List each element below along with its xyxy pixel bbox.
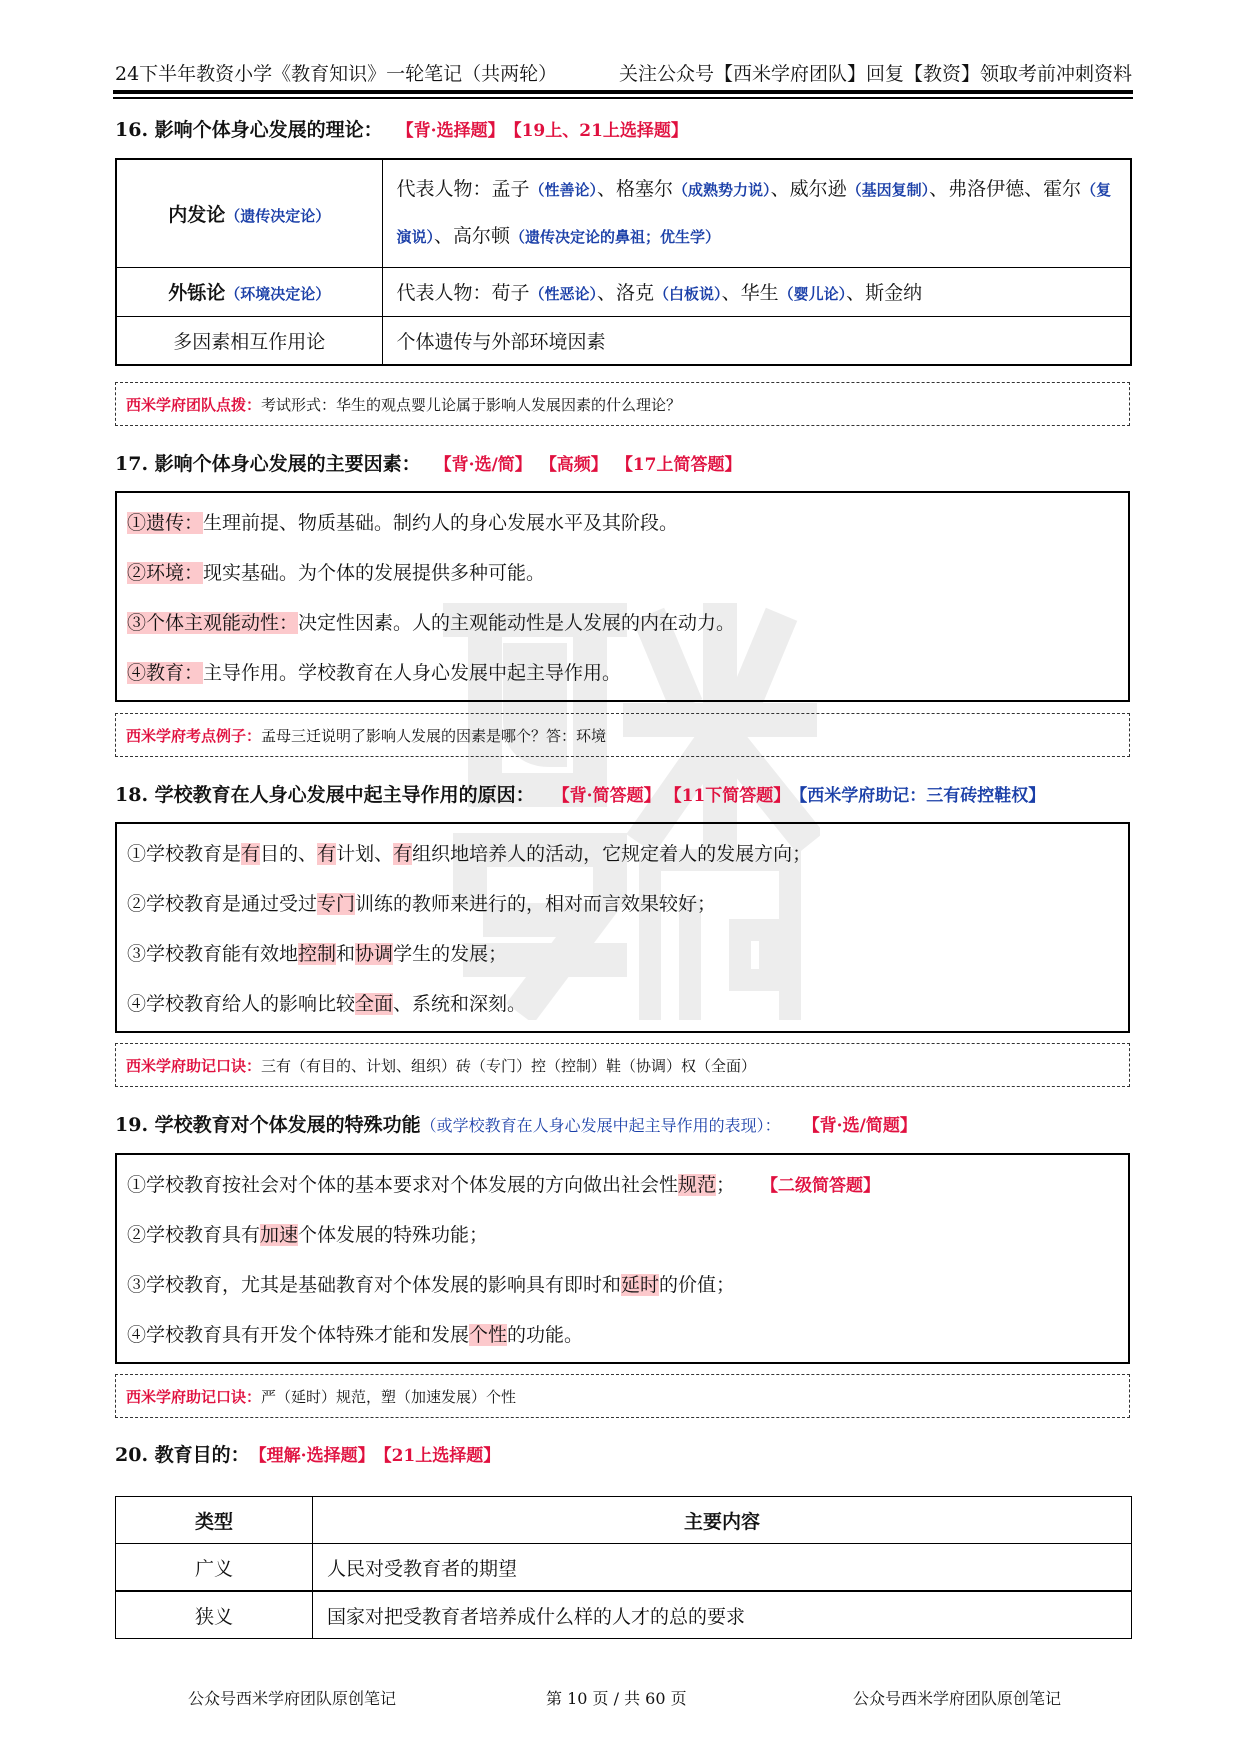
item-text: ②学校教育是通过受过 bbox=[127, 893, 318, 915]
highlighted-keyword: 专门 bbox=[317, 893, 356, 915]
theory-name: 内发论 bbox=[168, 203, 226, 226]
theory-note: （性恶论） bbox=[529, 285, 598, 303]
theory-text: 、斯金纳 bbox=[846, 282, 923, 304]
theory-content-cell bbox=[382, 267, 1131, 316]
tip-box bbox=[115, 382, 1130, 426]
theory-note: （复演说） bbox=[396, 181, 1112, 247]
theory-text: 、华生 bbox=[721, 282, 779, 304]
tag: 【理解·选择题】 bbox=[249, 1446, 375, 1466]
item-text: 现实基础。为个体的发展提供多种可能。 bbox=[203, 562, 546, 584]
theory-text: 、高尔顿 bbox=[434, 225, 511, 248]
theory-name: 多因素相互作用论 bbox=[173, 330, 326, 353]
theory-note: （性善论） bbox=[529, 181, 598, 200]
item-text: ③学校教育能有效地 bbox=[127, 943, 299, 965]
list-item bbox=[127, 1220, 488, 1247]
list-item bbox=[127, 939, 507, 966]
list-item bbox=[127, 889, 716, 916]
header-left-title: 24下半年教资小学《教育知识》一轮笔记（共两轮） bbox=[115, 63, 558, 85]
table-row bbox=[116, 267, 1131, 316]
list-item bbox=[127, 658, 621, 685]
theory-text: 、威尔逊 bbox=[770, 178, 847, 201]
content-cell: 国家对把受教育者培养成什么样的人才的总的要求 bbox=[313, 1591, 1132, 1639]
tip-text: 孟母三迁说明了影响人发展的因素是哪个？答：环境 bbox=[261, 726, 607, 745]
highlighted-keyword: 有 bbox=[317, 843, 337, 865]
section-19-title bbox=[115, 1110, 917, 1137]
theory-note: （成熟势力说） bbox=[673, 181, 771, 200]
item-text: 主导作用。学校教育在人身心发展中起主导作用。 bbox=[203, 662, 622, 684]
highlighted-keyword: 延时 bbox=[621, 1274, 660, 1296]
section-16-title bbox=[115, 115, 688, 142]
highlighted-keyword: 加速 bbox=[260, 1224, 299, 1246]
highlighted-keyword: 规范 bbox=[678, 1174, 717, 1196]
theory-content-cell bbox=[382, 159, 1131, 267]
theory-name-cell bbox=[116, 267, 382, 316]
header-rule-thin bbox=[113, 97, 1133, 99]
item-text: 目的、 bbox=[260, 843, 318, 865]
theory-name: 外铄论 bbox=[168, 282, 226, 304]
theory-text: 、格塞尔 bbox=[597, 178, 674, 201]
item-key: ③个体主观能动性： bbox=[127, 612, 299, 634]
item-text: ①学校教育按社会对个体的基本要求对个体发展的方向做出社会性 bbox=[127, 1174, 679, 1196]
item-text bbox=[127, 1174, 735, 1196]
item-text: 计划、 bbox=[336, 843, 394, 865]
content-cell: 人民对受教育者的期望 bbox=[313, 1544, 1132, 1592]
theory-note: （白板说） bbox=[654, 285, 722, 303]
tag: 【背·选/简题】 bbox=[802, 1116, 917, 1136]
section-title-text: 16. 影响个体身心发展的理论： bbox=[115, 119, 383, 141]
item-text: ②学校教育具有 bbox=[127, 1224, 261, 1246]
tag: 【17上简答题】 bbox=[615, 455, 742, 475]
list-item bbox=[127, 508, 678, 535]
item-text: ④学校教育具有开发个体特殊才能和发展 bbox=[127, 1324, 470, 1346]
highlighted-keyword: 有 bbox=[393, 843, 413, 865]
theory-note: （婴儿论） bbox=[778, 285, 847, 303]
tip-box bbox=[115, 1374, 1130, 1418]
theory-content-cell bbox=[382, 316, 1131, 365]
item-key: ②环境： bbox=[127, 562, 204, 584]
tag: 【背·选/简】 bbox=[434, 455, 532, 475]
tip-text: 严（延时）规范，塑（加速发展）个性 bbox=[261, 1387, 517, 1406]
section-title-text: 20. 教育目的： bbox=[115, 1444, 250, 1466]
item-text: 个体发展的特殊功能； bbox=[298, 1224, 489, 1246]
highlighted-keyword: 有 bbox=[241, 843, 261, 865]
item-text: 生理前提、物质基础。制约人的身心发展水平及其阶段。 bbox=[203, 512, 679, 534]
section-note: （或学校教育在人身心发展中起主导作用的表现）： bbox=[420, 1116, 781, 1135]
list-item bbox=[127, 1270, 735, 1297]
page-header bbox=[115, 56, 1132, 86]
item-text: ③学校教育，尤其是基础教育对个体发展的影响具有即时和 bbox=[127, 1274, 622, 1296]
theory-name-cell bbox=[116, 316, 382, 365]
footer-right: 公众号西米学府团队原创笔记 bbox=[853, 1689, 1062, 1708]
section-title-text: 19. 学校教育对个体发展的特殊功能 bbox=[115, 1114, 421, 1136]
functions-box bbox=[115, 1153, 1130, 1364]
tip-text: 考试形式：华生的观点婴儿论属于影响人发展因素的什么理论？ bbox=[261, 395, 682, 414]
theory-text: 、弗洛伊德、霍尔 bbox=[929, 178, 1082, 201]
mnemonic-tag: 【西米学府助记：三有砖控鞋权】 bbox=[790, 786, 1046, 806]
highlighted-keyword: 控制 bbox=[298, 943, 337, 965]
theory-text: 个体遗传与外部环境因素 bbox=[396, 330, 606, 353]
tag: 【11下简答题】 bbox=[664, 786, 791, 806]
factors-box bbox=[115, 491, 1130, 702]
tip-text: 三有（有目的、计划、组织）砖（专门）控（控制）鞋（协调）权（全面） bbox=[261, 1056, 757, 1075]
tip-label: 西米学府助记口诀： bbox=[126, 1387, 262, 1406]
list-item bbox=[127, 1320, 583, 1347]
item-text: 和 bbox=[336, 943, 356, 965]
section-title-text: 17. 影响个体身心发展的主要因素： bbox=[115, 453, 421, 475]
section-17-title bbox=[115, 449, 741, 476]
highlighted-keyword: 协调 bbox=[355, 943, 394, 965]
list-item bbox=[127, 558, 545, 585]
item-text: 组织地培养人的活动，它规定着人的发展方向； bbox=[412, 843, 812, 865]
list-item bbox=[127, 989, 526, 1016]
item-text: ①学校教育是 bbox=[127, 843, 242, 865]
tip-box bbox=[115, 1043, 1130, 1087]
section-18-title bbox=[115, 780, 1045, 807]
theory-table bbox=[115, 158, 1132, 366]
theory-note: （基因复制） bbox=[846, 181, 930, 200]
column-header: 类型 bbox=[116, 1497, 313, 1544]
header-rule bbox=[113, 90, 1133, 94]
column-header: 主要内容 bbox=[313, 1497, 1132, 1544]
tip-box bbox=[115, 713, 1130, 757]
reasons-box bbox=[115, 822, 1130, 1033]
item-key: ④教育： bbox=[127, 662, 204, 684]
item-text: ④学校教育给人的影响比较 bbox=[127, 993, 356, 1015]
table-row bbox=[116, 316, 1131, 365]
item-text: 学生的发展； bbox=[393, 943, 508, 965]
tip-label: 西米学府考点例子： bbox=[126, 726, 262, 745]
table-row bbox=[116, 159, 1131, 267]
item-text: 的功能。 bbox=[507, 1324, 584, 1346]
theory-note: （遗传决定论的鼻祖；优生学） bbox=[510, 228, 721, 247]
footer-left: 公众号西米学府团队原创笔记 bbox=[188, 1689, 397, 1708]
page-number: 第 10 页 / 共 60 页 bbox=[546, 1689, 687, 1708]
highlighted-keyword: 全面 bbox=[355, 993, 394, 1015]
item-key: ①遗传： bbox=[127, 512, 204, 534]
theory-text: 、洛克 bbox=[597, 282, 655, 304]
theory-note: （环境决定论） bbox=[225, 285, 331, 303]
list-item bbox=[127, 608, 735, 635]
section-title-text: 18. 学校教育在人身心发展中起主导作用的原因： bbox=[115, 784, 535, 806]
tag: 【背·简答题】 bbox=[552, 786, 661, 806]
table-row bbox=[116, 1591, 1132, 1639]
tag: 【高频】 bbox=[539, 455, 608, 475]
tip-label: 西米学府团队点拨： bbox=[126, 395, 262, 414]
tag: 【19上、21上选择题】 bbox=[504, 121, 688, 141]
tag: 【二级简答题】 bbox=[761, 1176, 881, 1196]
tip-label: 西米学府助记口诀： bbox=[126, 1056, 262, 1075]
item-text: ； bbox=[716, 1174, 736, 1196]
theory-note: （遗传决定论） bbox=[225, 206, 331, 225]
theory-name-cell bbox=[116, 159, 382, 267]
item-text: 、系统和深刻。 bbox=[393, 993, 527, 1015]
section-20-title bbox=[115, 1440, 500, 1467]
table-header-row bbox=[116, 1497, 1132, 1544]
list-item bbox=[127, 839, 811, 866]
item-text: 训练的教师来进行的，相对而言效果较好； bbox=[355, 893, 717, 915]
header-right-promo: 关注公众号【西米学府团队】回复【教资】领取考前冲刺资料 bbox=[618, 63, 1132, 85]
education-aims-table bbox=[115, 1496, 1132, 1639]
theory-text: 代表人物：孟子 bbox=[396, 178, 530, 201]
highlighted-keyword: 个性 bbox=[469, 1324, 508, 1346]
tag: 【21上选择题】 bbox=[374, 1446, 501, 1466]
tag: 【背·选择题】 bbox=[396, 121, 505, 141]
table-row bbox=[116, 1544, 1132, 1592]
list-item bbox=[127, 1170, 880, 1197]
type-cell: 狭义 bbox=[116, 1591, 313, 1639]
item-text: 的价值； bbox=[659, 1274, 736, 1296]
theory-text: 代表人物：荀子 bbox=[396, 282, 530, 304]
item-text: 决定性因素。人的主观能动性是人发展的内在动力。 bbox=[298, 612, 736, 634]
type-cell: 广义 bbox=[116, 1544, 313, 1592]
